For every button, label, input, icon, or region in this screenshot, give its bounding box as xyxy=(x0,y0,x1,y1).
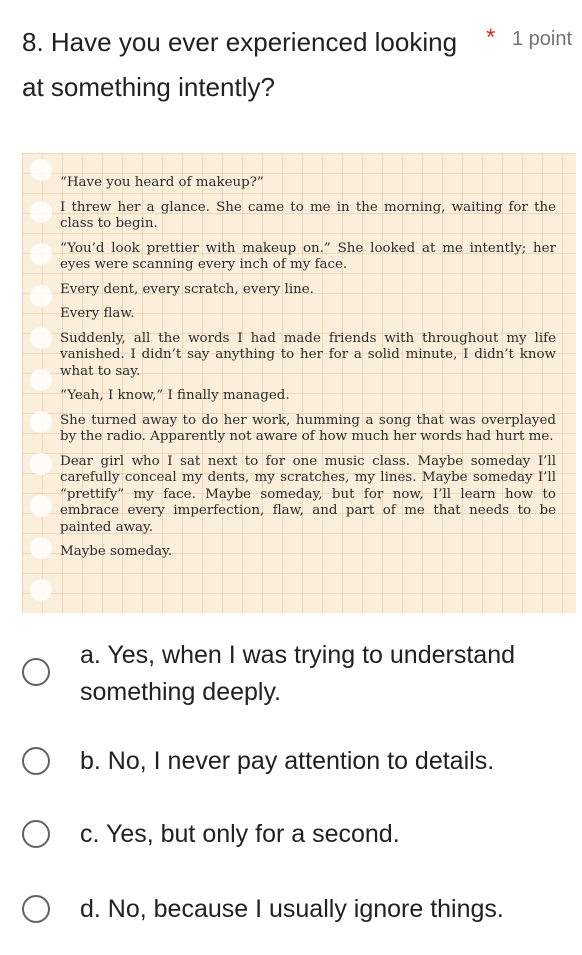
option-b[interactable] xyxy=(22,743,572,780)
question-image xyxy=(22,153,576,613)
notebook-hole xyxy=(30,495,52,517)
radio-button[interactable] xyxy=(22,658,50,686)
option-d[interactable] xyxy=(22,891,572,928)
notebook-hole xyxy=(30,537,52,559)
points-label: 1 point xyxy=(512,28,573,50)
option-label[interactable]: d. No, because I usually ignore things. xyxy=(80,895,504,923)
excerpt-paragraph: Every dent, every scratch, every line. xyxy=(60,281,314,297)
notebook-hole xyxy=(30,369,52,391)
option-label[interactable]: b. No, I never pay attention to details. xyxy=(80,747,495,775)
notebook-hole xyxy=(30,243,52,265)
excerpt-paragraph: “Yeah, I know,” I finally managed. xyxy=(60,388,290,403)
excerpt-paragraph: “You’d look prettier with makeup on.” She looked at me intently; her eyes were scanning every inch of my face. xyxy=(60,240,556,272)
notebook-hole xyxy=(30,201,52,223)
notebook-hole xyxy=(30,285,52,307)
excerpt-paragraph: Suddenly, all the words I had made friends with throughout my life vanished. I didn’t say anything to her for a solid minute, I didn’t know what to say. xyxy=(60,330,556,379)
notebook-hole xyxy=(30,453,52,475)
notebook-hole xyxy=(30,579,52,601)
option-a[interactable] xyxy=(22,637,572,711)
excerpt-paragraph: She turned away to do her work, humming a song that was overplayed by the radio. Apparently not aware of how much her words had hurt me. xyxy=(60,412,556,444)
notebook-hole xyxy=(30,159,52,181)
required-asterisk: * xyxy=(486,24,496,51)
notebook-hole xyxy=(30,411,52,433)
radio-button[interactable] xyxy=(22,747,50,775)
excerpt-paragraph: Every flaw. xyxy=(60,306,135,321)
notebook-hole xyxy=(30,327,52,349)
excerpt-paragraph: “Have you heard of makeup?” xyxy=(60,175,264,190)
excerpt-paragraph: I threw her a glance. She came to me in the morning, waiting for the class to begin. xyxy=(60,199,556,231)
radio-button[interactable] xyxy=(22,820,50,848)
option-label[interactable]: a. Yes, when I was trying to understand something deeply. xyxy=(80,641,515,706)
radio-button[interactable] xyxy=(22,895,50,923)
excerpt-paragraph: Dear girl who I sat next to for one music class. Maybe someday I’ll carefully conceal my dents, my scratches, my lines. Maybe someday I’ll “prettify” my face. Maybe someday, but for now, I’ll learn how to embrace every imperfection, flaw, and part of me that needs to be painted away. xyxy=(60,453,556,535)
option-c[interactable] xyxy=(22,816,572,853)
option-label[interactable]: c. Yes, but only for a second. xyxy=(80,820,400,848)
question-title: 8. Have you ever experienced looking at something intently? xyxy=(22,27,458,102)
story-excerpt xyxy=(60,175,556,569)
excerpt-paragraph: Maybe someday. xyxy=(60,544,173,559)
